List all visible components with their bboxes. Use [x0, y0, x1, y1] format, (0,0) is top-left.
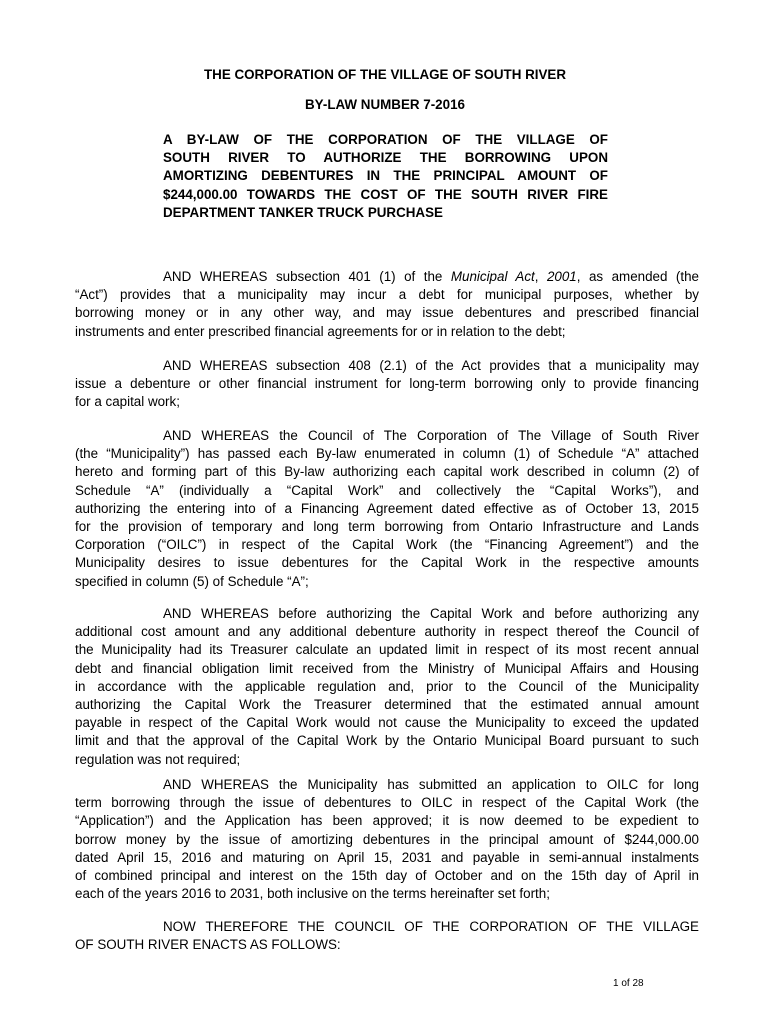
- recital-paragraph: [75, 427, 699, 591]
- paragraph-line: authorizing the Capital Work the Treasurer determined that the estimated annual amount: [75, 697, 699, 713]
- paragraph-line: for the provision of temporary and long term borrowing from Ontario Infrastructure and Lands: [75, 519, 699, 535]
- enacting-clause: [75, 918, 699, 954]
- recital-paragraph: [75, 605, 699, 769]
- paragraph-line: regulation was not required;: [75, 751, 241, 767]
- paragraph-line: (the “Municipality”) has passed each By-law enumerated in column (1) of Schedule “A” attached: [75, 446, 699, 462]
- purpose-line: DEPARTMENT TANKER TRUCK PURCHASE: [163, 204, 443, 220]
- paragraph-line: of combined principal and interest on the 15th day of October and on the 15th day of April in: [75, 868, 699, 884]
- paragraph-line: AND WHEREAS subsection 401 (1) of the Municipal Act, 2001, as amended (the: [163, 269, 699, 284]
- paragraph-line: issue a debenture or other financial instrument for long-term borrowing only to provide financing: [75, 376, 699, 392]
- paragraph-line: Corporation (“OILC”) in respect of the Capital Work (the “Financing Agreement”) and the: [75, 537, 699, 553]
- paragraph-line: AND WHEREAS subsection 408 (2.1) of the Act provides that a municipality may: [163, 358, 699, 373]
- paragraph-line: the Municipality had its Treasurer calculate an updated limit in respect of its most recent annual: [75, 642, 699, 658]
- purpose-line: A BY-LAW OF THE CORPORATION OF THE VILLAGE OF: [163, 132, 608, 147]
- recital-paragraph: [75, 357, 699, 412]
- paragraph-line: “Application”) and the Application has been approved; it is now deemed to be expedient to: [75, 813, 699, 829]
- bylaw-purpose: [163, 131, 608, 222]
- page-number: 1 of 28: [613, 978, 644, 989]
- paragraph-line: authorizing the entering into of a Financing Agreement dated effective as of October 13, 2015: [75, 500, 699, 516]
- paragraph-line: specified in column (5) of Schedule “A”;: [75, 573, 309, 589]
- paragraph-line: for a capital work;: [75, 394, 180, 410]
- paragraph-line: AND WHEREAS the Council of The Corporation of The Village of South River: [163, 428, 699, 443]
- document-heading: THE CORPORATION OF THE VILLAGE OF SOUTH RIVER: [203, 67, 567, 82]
- paragraph-line: AND WHEREAS the Municipality has submitted an application to OILC for long: [163, 777, 699, 792]
- bylaw-number: BY-LAW NUMBER 7-2016: [305, 97, 465, 112]
- paragraph-line: additional cost amount and any additional debenture authority in respect thereof the Council of: [75, 624, 699, 640]
- recital-paragraph: [75, 776, 699, 903]
- paragraph-line: borrowing money or in any other way, and may issue debentures and prescribed financial: [75, 305, 699, 321]
- paragraph-line: payable in respect of the Capital Work would not cause the Municipality to exceed the updated: [75, 715, 699, 731]
- recital-paragraph: [75, 268, 699, 341]
- paragraph-line: Schedule “A” (individually a “Capital Work” and collectively the “Capital Works”), and: [75, 482, 699, 498]
- paragraph-line: each of the years 2016 to 2031, both inclusive on the terms hereinafter set forth;: [75, 886, 550, 902]
- paragraph-line: limit and that the approval of the Capital Work by the Ontario Municipal Board pursuant to such: [75, 733, 699, 749]
- paragraph-line: hereto and forming part of this By-law authorizing each capital work described in column (2) of: [75, 464, 699, 480]
- paragraph-line: debt and financial obligation limit received from the Ministry of Municipal Affairs and Housing: [75, 660, 699, 676]
- paragraph-line: dated April 15, 2016 and maturing on April 15, 2031 and payable in semi-annual instalments: [75, 849, 699, 865]
- purpose-line: AMORTIZING DEBENTURES IN THE PRINCIPAL AMOUNT OF: [163, 168, 608, 184]
- paragraph-line: instruments and enter prescribed financial agreements for or in relation to the debt;: [75, 323, 566, 339]
- purpose-line: $244,000.00 TOWARDS THE COST OF THE SOUTH RIVER FIRE: [163, 186, 608, 202]
- paragraph-line: in accordance with the applicable regulation and, prior to the Council of the Municipality: [75, 678, 699, 694]
- paragraph-line: NOW THEREFORE THE COUNCIL OF THE CORPORATION OF THE VILLAGE: [163, 919, 699, 934]
- paragraph-line: borrow money by the issue of amortizing debentures in the principal amount of $244,000.00: [75, 831, 699, 847]
- paragraph-line: term borrowing through the issue of debentures to OILC in respect of the Capital Work (the: [75, 795, 699, 811]
- paragraph-line: “Act”) provides that a municipality may incur a debt for municipal purposes, whether by: [75, 287, 699, 303]
- purpose-line: SOUTH RIVER TO AUTHORIZE THE BORROWING UPON: [163, 150, 608, 166]
- paragraph-line: Municipality desires to issue debentures for the Capital Work in the respective amounts: [75, 555, 699, 571]
- paragraph-line: AND WHEREAS before authorizing the Capital Work and before authorizing any: [163, 606, 699, 621]
- paragraph-line: OF SOUTH RIVER ENACTS AS FOLLOWS:: [75, 937, 341, 953]
